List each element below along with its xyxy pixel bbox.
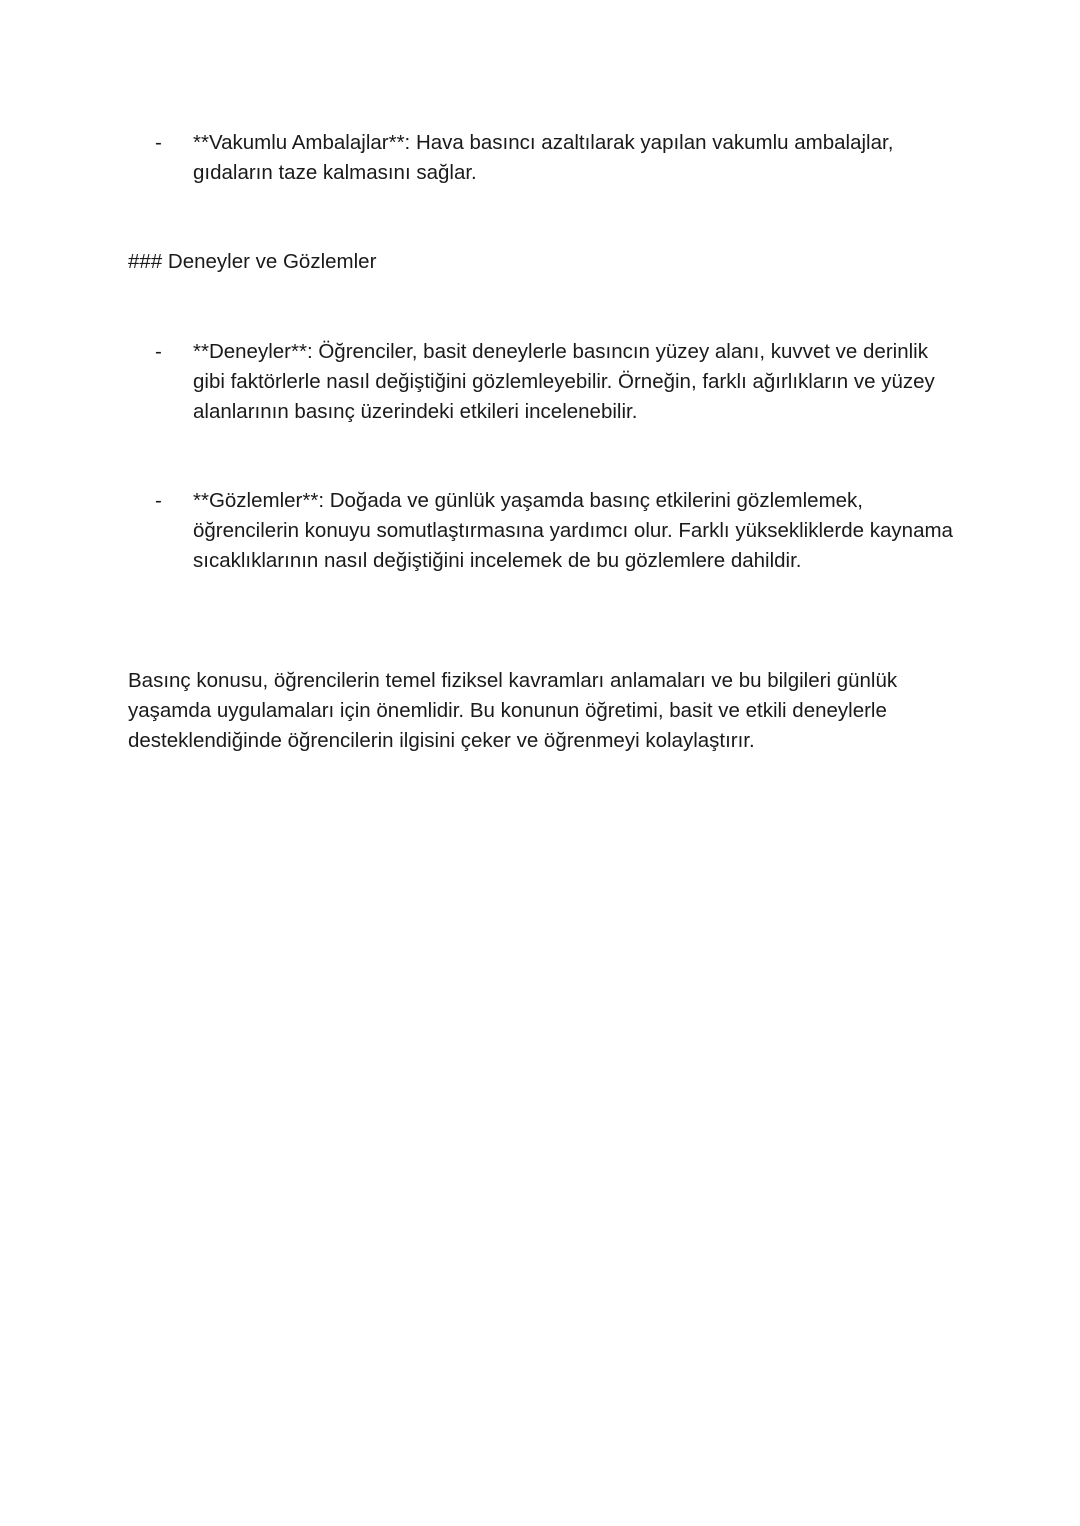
bullet-marker: - (155, 340, 162, 363)
bullet-item-gozlemler (155, 486, 975, 576)
bullet-item-deneyler (155, 337, 975, 427)
section-heading: ### Deneyler ve Gözlemler (128, 250, 377, 273)
bullet-text: **Gözlemler**: Doğada ve günlük yaşamda basınç etkilerini gözlemlemek, öğrencilerin konuyu somutlaştırmasına yardımcı olur. Farklı yüksekliklerde kaynama sıcaklıklarının nasıl değiştiğini incelemek de bu gözlemlere dahildir. (193, 489, 953, 572)
bullet-text: **Deneyler**: Öğrenciler, basit deneylerle basıncın yüzey alanı, kuvvet ve derinlik gibi faktörlerle nasıl değiştiğini gözlemleyebilir. Örneğin, farklı ağırlıkların ve yüzey alanlarının basınç üzerindeki etkileri incelenebilir. (193, 340, 935, 423)
bullet-marker: - (155, 131, 162, 154)
bullet-item-vakumlu-ambalajlar (155, 128, 975, 188)
bullet-marker: - (155, 489, 162, 512)
closing-paragraph: Basınç konusu, öğrencilerin temel fiziksel kavramları anlamaları ve bu bilgileri günlük yaşamda uygulamaları için önemlidir. Bu konunun öğretimi, basit ve etkili deneylerle desteklendiğinde öğrencilerin ilgisini çeker ve öğrenmeyi kolaylaştırır. (128, 669, 898, 752)
bullet-text: **Vakumlu Ambalajlar**: Hava basıncı azaltılarak yapılan vakumlu ambalajlar, gıdaların taze kalmasını sağlar. (193, 131, 894, 184)
